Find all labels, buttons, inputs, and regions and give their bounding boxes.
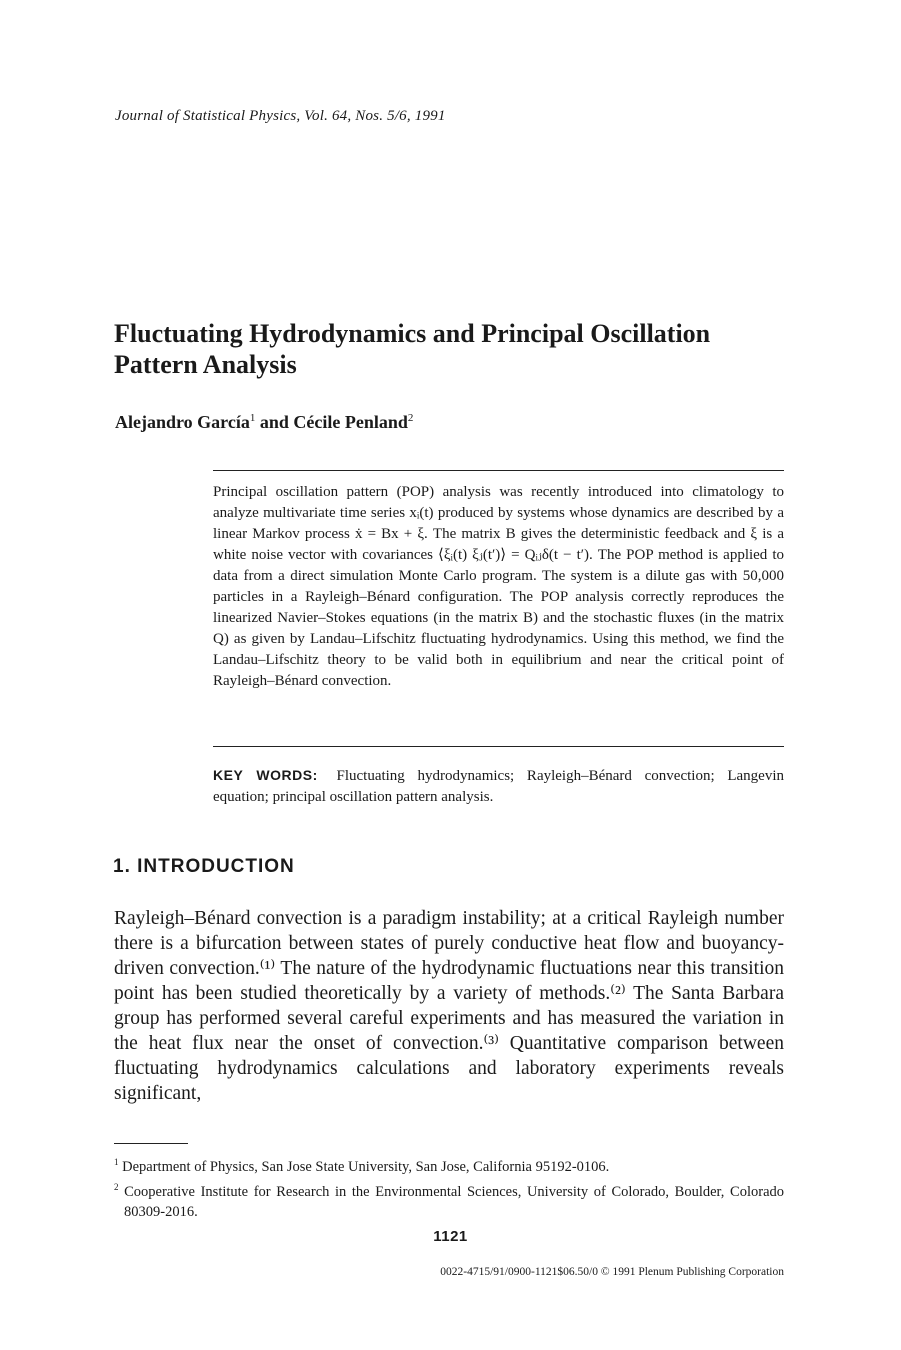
footnote-1	[114, 1152, 784, 1177]
keywords	[213, 765, 784, 808]
footnote-2-text: Cooperative Institute for Research in the Environmental Sciences, University of Colorado, Boulder, Colorado 80309-2016.	[124, 1183, 785, 1220]
journal-citation: Journal of Statistical Physics, Vol. 64, Nos. 5/6, 1991	[115, 108, 446, 124]
footnotes	[114, 1152, 784, 1222]
page-number: 1121	[433, 1228, 468, 1245]
introduction-paragraph: Rayleigh–Bénard convection is a paradigm instability; at a critical Rayleigh number there is a bifurcation between states of purely conductive heat flow and buoyancy-driven convection.⁽¹⁾ The nature of the hydrodynamic fluctuations near this transition point has been studied theoretically by a variety of methods.⁽²⁾ The Santa Barbara group has performed several careful experiments and has measured the variation in the heat flux near the onset of convection.⁽³⁾ Quantitative comparison between fluctuating hydrodynamics calculations and laboratory experiments reveals significant,	[114, 908, 784, 1104]
keywords-label: KEY WORDS:	[213, 767, 318, 783]
abstract-bottom-rule	[213, 746, 784, 747]
section-heading: 1. INTRODUCTION	[113, 856, 295, 877]
abstract: Principal oscillation pattern (POP) analysis was recently introduced into climatology to analyze multivariate time series xᵢ(t) produced by systems whose dynamics are described by a linear Markov process ẋ = Bx + ξ. The matrix B gives the deterministic feedback and ξ is a white noise vector with covariances ⟨ξᵢ(t) ξⱼ(t′)⟩ = Qᵢⱼδ(t − t′). The POP method is applied to data from a direct simulation Monte Carlo program. The system is a dilute gas with 50,000 particles in a Rayleigh–Bénard configuration. The POP analysis correctly reproduces the linearized Navier–Stokes equations (in the matrix B) and the stochastic fluxes (in the matrix Q) as given by Landau–Lifschitz fluctuating hydrodynamics. Using this method, we find the Landau–Lifschitz theory to be valid both in equilibrium and near the critical point of Rayleigh–Bénard convection.	[213, 484, 784, 689]
footnote-1-text: Department of Physics, San Jose State University, San Jose, California 95192-0106.	[122, 1158, 610, 1175]
author-line	[115, 412, 413, 433]
abstract-top-rule	[213, 470, 784, 471]
author-2-affiliation-mark: 2	[407, 412, 414, 424]
footnote-1-mark: 1	[114, 1157, 119, 1167]
keywords-text: Fluctuating hydrodynamics; Rayleigh–Bénard convection; Langevin equation; principal oscillation pattern analysis.	[213, 768, 785, 805]
footnote-2	[114, 1177, 784, 1222]
footnote-rule	[114, 1143, 188, 1144]
author-1: Alejandro García	[115, 412, 250, 432]
author-conjunction: and	[259, 412, 289, 432]
author-2: Cécile Penland	[293, 412, 408, 432]
paper-title: Fluctuating Hydrodynamics and Principal Oscillation Pattern Analysis	[114, 319, 711, 379]
author-1-affiliation-mark: 1	[249, 412, 256, 424]
footnote-2-mark: 2	[114, 1181, 119, 1192]
copyright-line: 0022-4715/91/0900-1121$06.50/0 © 1991 Plenum Publishing Corporation	[440, 1266, 784, 1278]
